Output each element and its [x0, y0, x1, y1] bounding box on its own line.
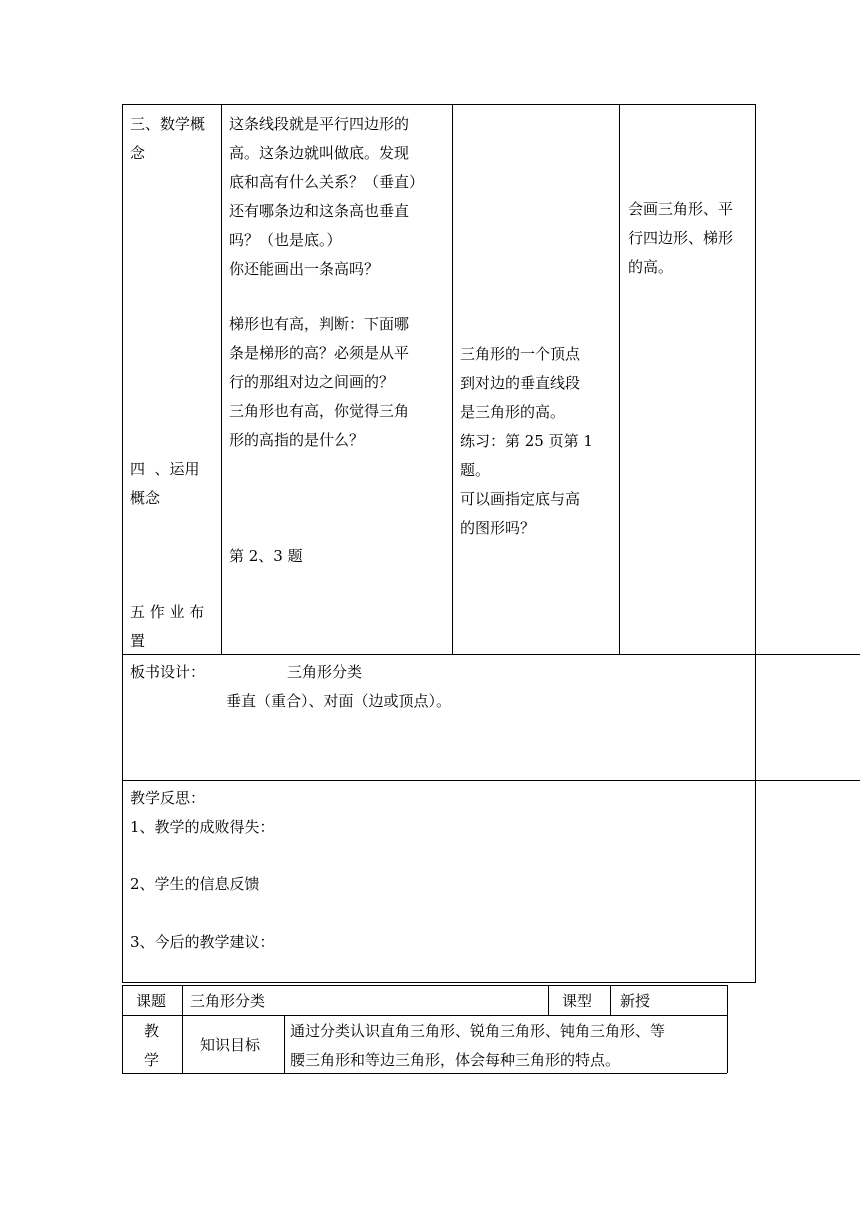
- table-border-top: [122, 104, 756, 105]
- knowledge-goal-label: 知识目标: [200, 1036, 261, 1054]
- section5-title: 五 作 业 布 置: [130, 603, 205, 650]
- col3-paragraph-1: 三角形的一个顶点 到对边的垂直线段 是三角形的高。 练习：第 25 页第 1 题。 可以画指定底与高 的图形吗？: [460, 345, 593, 537]
- knowledge-goal-value: 通过分类认识直角三角形、锐角三角形、钝角三角形、等 腰三角形和等边三角形，体会每种三角形的特点。: [290, 1022, 666, 1069]
- table-row-divider-board: [122, 654, 860, 655]
- lesson-table-col-4: [610, 985, 611, 1015]
- col2-paragraph-3: 第 2、3 题: [229, 547, 303, 565]
- col2-paragraph-1: 这条线段就是平行四边形的 高。这条边就叫做底。发现 底和高有什么关系？（垂直） 还有哪条边和这条高也垂直 吗？（也是底。） 你还能画出一条高吗？: [229, 115, 425, 278]
- table-col-divider-2: [452, 104, 453, 654]
- section4-title: 四 、运用 概念: [130, 460, 200, 507]
- lesson-table-left: [122, 985, 123, 1073]
- board-design-label: 板书设计：: [130, 663, 206, 681]
- reflection-item-1: 1、教学的成败得失：: [130, 818, 275, 836]
- table-border-left: [122, 104, 123, 982]
- type-value: 新授: [620, 992, 651, 1010]
- reflection-label: 教学反思：: [130, 789, 206, 807]
- table-border-right: [755, 104, 756, 982]
- table-row-divider-reflection: [122, 780, 860, 781]
- topic-label: 课题: [136, 992, 167, 1010]
- topic-value: 三角形分类: [190, 992, 266, 1010]
- board-design-content: 垂直（重合）、对面（边或顶点）。: [226, 692, 452, 710]
- table-col-divider-3: [619, 104, 620, 654]
- table-col-divider-1: [221, 104, 222, 654]
- col4-paragraph-1: 会画三角形、平 行四边形、梯形 的高。: [628, 200, 734, 276]
- section3-title: 三、数学概 念: [130, 115, 206, 162]
- table-border-bottom: [122, 982, 756, 983]
- lesson-table-top: [122, 985, 727, 986]
- reflection-item-3: 3、今后的教学建议：: [130, 933, 275, 951]
- lesson-table-right: [727, 985, 728, 1073]
- col2-paragraph-2: 梯形也有高，判断：下面哪 条是梯形的高？必须是从平 行的那组对边之间画的？ 三角形也有高，你觉得三角 形的高指的是什么？: [229, 315, 410, 449]
- lesson-table-col-3: [548, 985, 549, 1015]
- teaching-goal-label: 教 学: [144, 1022, 160, 1069]
- lesson-table-col-2: [284, 1015, 285, 1073]
- lesson-table-col-1: [182, 985, 183, 1073]
- reflection-item-2: 2、学生的信息反馈: [130, 875, 260, 893]
- type-label: 课型: [562, 992, 593, 1010]
- board-design-title: 三角形分类: [287, 663, 363, 681]
